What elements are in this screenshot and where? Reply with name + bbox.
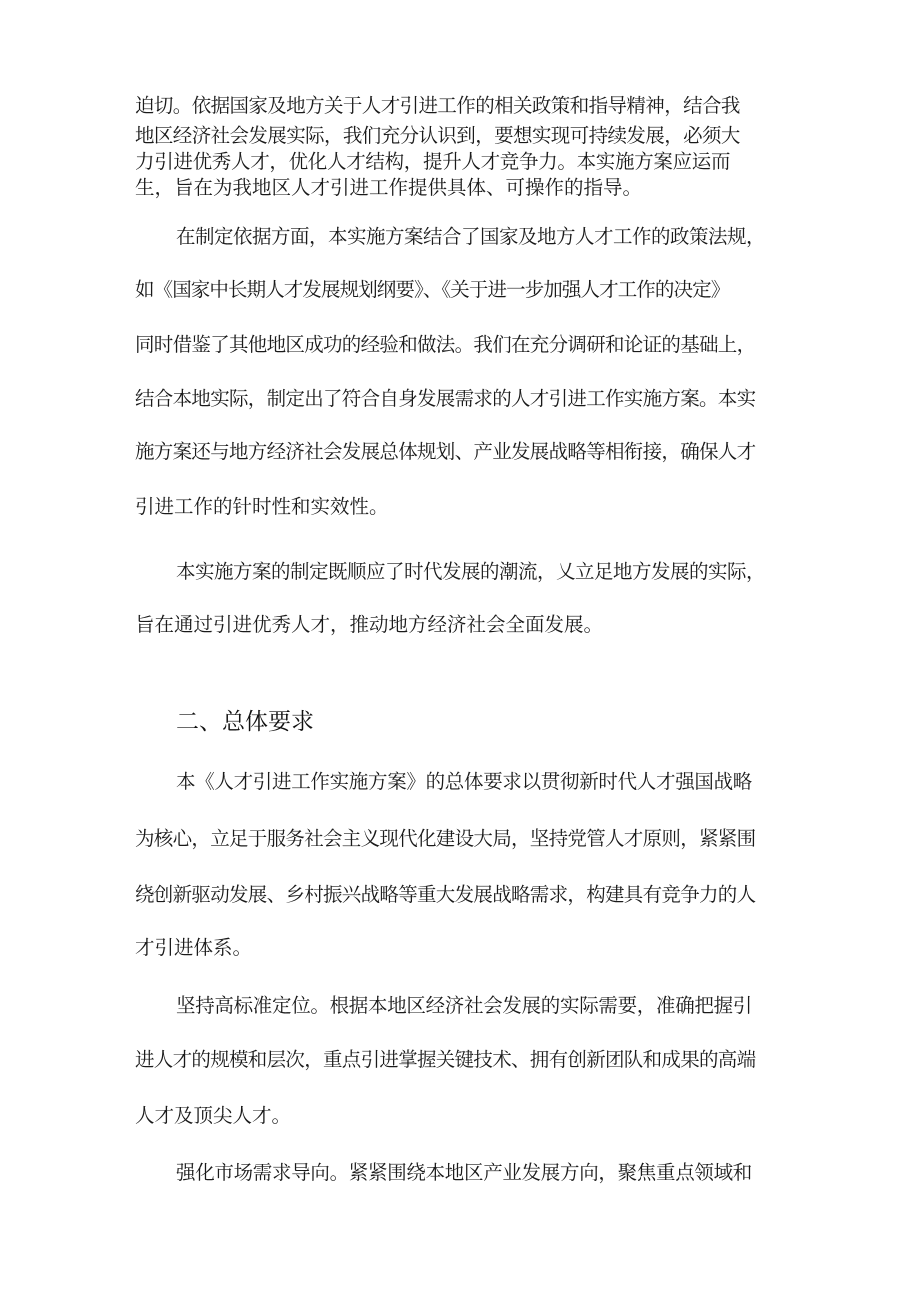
paragraph-requirements-line-1: 本《人才引进工作实施方案》的总体要求以贯彻新时代人才强国战略 (176, 770, 753, 793)
section-heading: 二、总体要求 (176, 709, 314, 735)
paragraph-basis-line-6: 引进工作的针时性和实效性。 (135, 495, 389, 518)
paragraph-basis-line-3: 同时借鉴了其他地区成功的经验和做法。我们在充分调研和论证的基础上， (135, 333, 756, 356)
paragraph-basis-line-5: 施方案还与地方经济社会发展总体规划、产业发展战略等相衔接，确保人才 (135, 440, 756, 463)
paragraph-basis-line-1: 在制定依据方面，本实施方案结合了国家及地方人才工作的政策法规， (176, 225, 766, 248)
paragraph-intro-line-1: 迫切。依据国家及地方关于人才引进工作的相关政策和指导精神，结合我 (135, 94, 740, 117)
paragraph-intro-line-3: 力引进优秀人才，优化人才结构，提升人才竞争力。本实施方案应运而 (135, 150, 731, 173)
paragraph-requirements-line-2: 为核心，立足于服务社会主义现代化建设大局，坚持党管人才原则，紧紧围 (135, 827, 756, 850)
paragraph-market-line-1: 强化市场需求导向。紧紧围绕本地区产业发展方向，聚焦重点领域和 (176, 1161, 753, 1184)
paragraph-intro-line-4: 生，旨在为我地区人才引进工作提供具体、可操作的指导。 (135, 176, 643, 199)
paragraph-positioning-line-1: 坚持高标准定位。根据本地区经济社会发展的实际需要，准确把握引 (176, 994, 753, 1017)
paragraph-conclusion-line-1: 本实施方案的制定既顺应了时代发展的潮流，乂立足地方发展的实际， (176, 560, 766, 583)
paragraph-positioning-line-3: 人才及顶尖人才。 (135, 1104, 292, 1127)
paragraph-requirements-line-3: 绕创新驱动发展、乡村振兴战略等重大发展战略需求，构建具有竞争力的人 (135, 883, 756, 906)
paragraph-positioning-line-2: 进人才的规模和层次，重点引进掌握关键技术、拥有创新团队和成果的高端 (135, 1048, 756, 1071)
paragraph-conclusion-line-2: 旨在通过引进优秀人才，推动地方经济社会全面发展。 (135, 613, 604, 636)
paragraph-basis-line-4: 结合本地实际，制定出了符合自身发展需求的人才引进工作实施方案。本实 (135, 387, 756, 410)
paragraph-basis-line-2: 如《国家中长期人才发展规划纲要》、《关于进一步加强人才工作的决定》 (135, 278, 730, 301)
paragraph-requirements-line-4: 才引进体系。 (135, 936, 253, 959)
paragraph-intro-line-2: 地区经济社会发展实际，我们充分认识到，要想实现可持续发展，必须大 (135, 124, 740, 147)
